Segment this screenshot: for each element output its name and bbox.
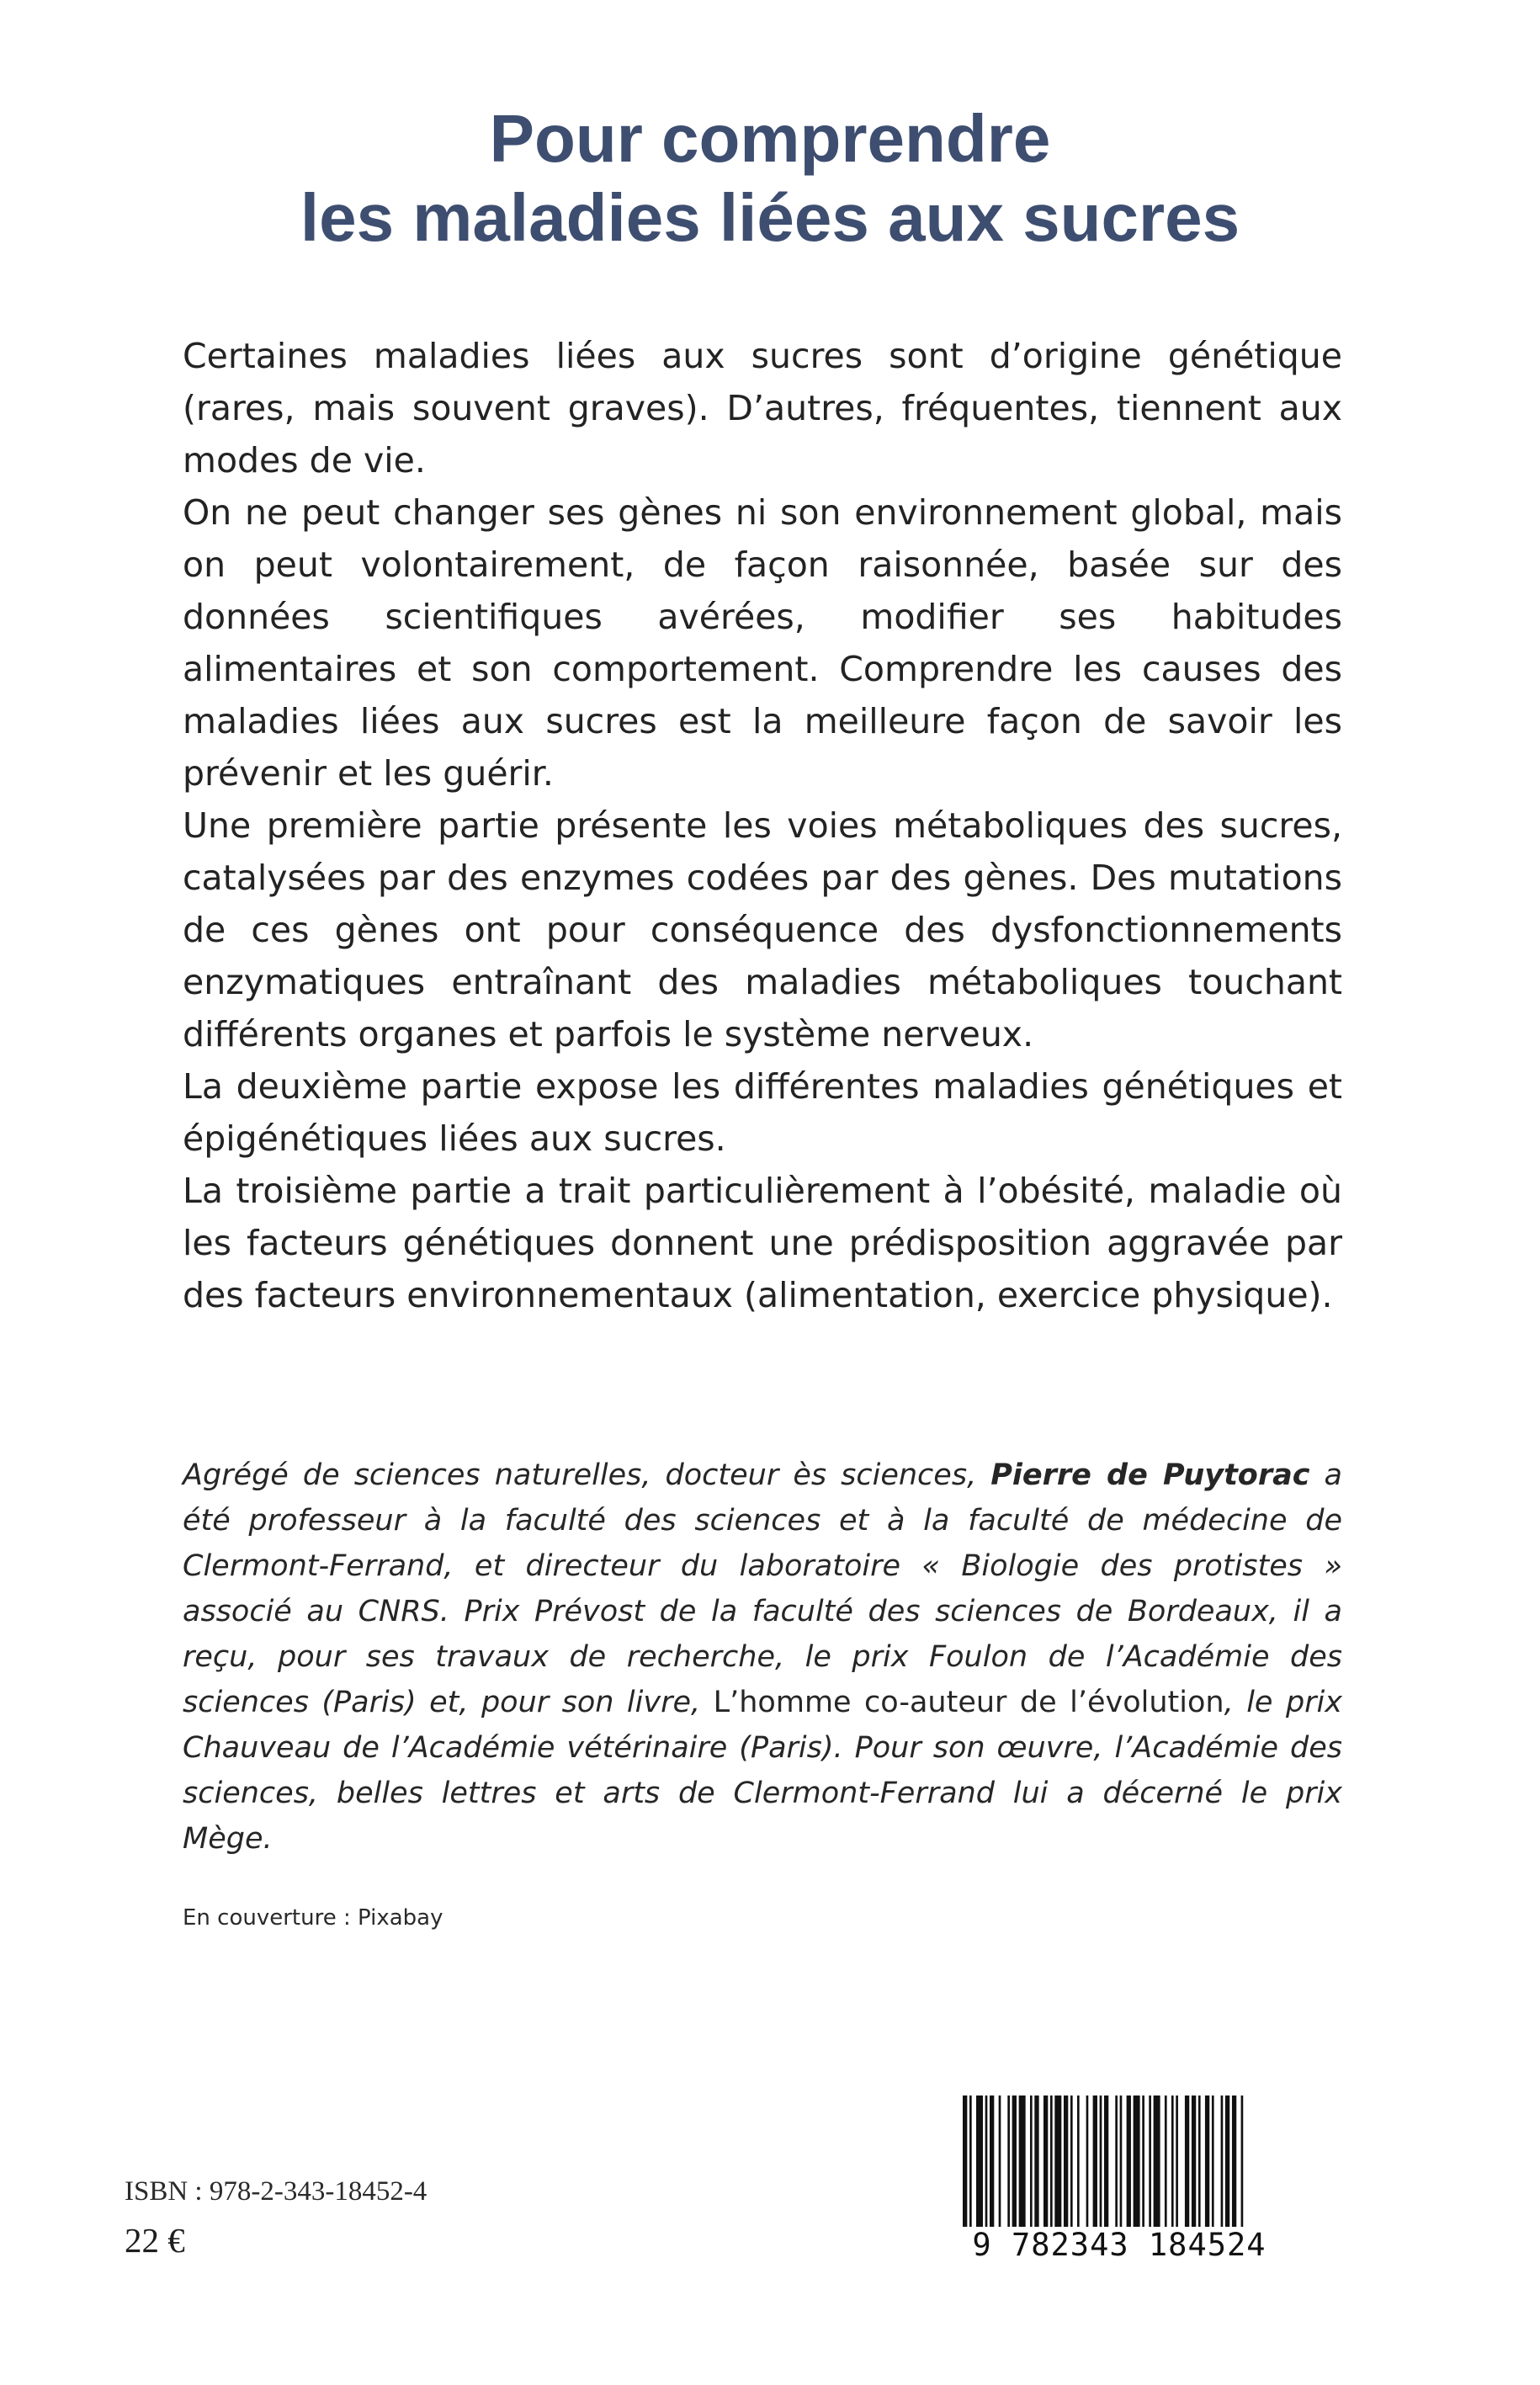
barcode-bar bbox=[1192, 2096, 1196, 2244]
barcode-bar bbox=[1070, 2096, 1073, 2244]
barcode bbox=[959, 2096, 1279, 2272]
price: 22 € bbox=[125, 2221, 185, 2260]
barcode-bar bbox=[1127, 2096, 1131, 2244]
barcode-bar bbox=[985, 2096, 988, 2244]
barcode-bar bbox=[1176, 2096, 1178, 2244]
barcode-bar bbox=[1093, 2096, 1097, 2244]
barcode-bar bbox=[1171, 2096, 1174, 2244]
barcode-bar bbox=[976, 2096, 983, 2244]
barcode-bar bbox=[969, 2096, 972, 2244]
barcode-bar bbox=[990, 2096, 994, 2244]
barcode-bar bbox=[1100, 2096, 1102, 2244]
barcode-bar bbox=[1165, 2096, 1167, 2244]
summary-paragraph: La troisième partie a trait particulièrement à l’obésité, maladie où les facteurs génétiques donnent une prédisposition aggravée par des facteurs environnementaux (alimentation, exercice physique). bbox=[183, 1171, 1342, 1315]
barcode-bar bbox=[1054, 2096, 1061, 2244]
barcode-bar bbox=[1198, 2096, 1201, 2244]
barcode-bar bbox=[1221, 2096, 1224, 2244]
book-title-line-2: les maladies liées aux sucres bbox=[300, 180, 1240, 255]
bio-intro: Agrégé de sciences naturelles, docteur ès sciences, bbox=[183, 1458, 991, 1492]
barcode-bar bbox=[1064, 2096, 1068, 2244]
barcode-bar bbox=[1225, 2096, 1229, 2244]
bio-text-end: , le prix Chauveau de l’Académie vétérinaire (Paris). Pour son œuvre, l’Académie des sciences, belles lettres et arts de Clermont-Ferrand lui a décerné le prix Mège. bbox=[183, 1686, 1342, 1856]
summary-paragraph: Une première partie présente les voies métaboliques des sucres, catalysées par des enzymes codées par des gènes. Des mutations de ces gènes ont pour conséquence des dysfonctionnements enzymatiques entraînant des maladies métaboliques touchant différents organes et parfois le système nerveux. bbox=[183, 805, 1342, 1054]
summary-paragraph: La deuxième partie expose les différentes maladies génétiques et épigénétiques liées aux sucres. bbox=[183, 1066, 1342, 1159]
barcode-bar bbox=[999, 2096, 1001, 2244]
barcode-bar bbox=[1019, 2096, 1026, 2244]
barcode-bar bbox=[1086, 2096, 1089, 2244]
barcode-bar bbox=[1115, 2096, 1118, 2244]
barcode-bar bbox=[1043, 2096, 1048, 2244]
bio-text: a été professeur à la faculté des sciences et à la faculté de médecine de Clermont-Ferrand, et directeur du laboratoire « Biologie des protistes » associé au CNRS. Prix Prévost de la faculté des sciences de Bordeaux, il a reçu, pour ses travaux de recherche, le prix Foulon de l’Académie des sciences (Paris) et, pour son livre, bbox=[183, 1458, 1342, 1719]
author-name: Pierre de Puytorac bbox=[990, 1458, 1310, 1492]
barcode-bar bbox=[1134, 2096, 1140, 2244]
barcode-bar bbox=[1185, 2096, 1189, 2244]
barcode-bar bbox=[1120, 2096, 1123, 2244]
summary-paragraph: On ne peut changer ses gènes ni son environnement global, mais on peut volontairement, de façon raisonnée, basée sur des données scientifiques avérées, modifier ses habitudes alimentaires et son comportement. Comprendre les causes des maladies liées aux sucres est la meilleure façon de savoir les prévenir et les guérir. bbox=[183, 492, 1342, 794]
barcode-bar bbox=[1241, 2096, 1244, 2244]
book-summary bbox=[183, 330, 1342, 1321]
barcode-bar bbox=[1030, 2096, 1033, 2244]
barcode-bar bbox=[1149, 2096, 1151, 2244]
cover-credit: En couverture : Pixabay bbox=[183, 1905, 443, 1931]
barcode-bar bbox=[1212, 2096, 1214, 2244]
bio-book-title: L’homme co-auteur de l’évolution bbox=[713, 1686, 1224, 1719]
barcode-bar bbox=[963, 2096, 967, 2244]
barcode-bar bbox=[1077, 2096, 1080, 2244]
isbn: ISBN : 978-2-343-18452-4 bbox=[125, 2176, 427, 2207]
author-bio bbox=[183, 1453, 1342, 1862]
barcode-bars bbox=[959, 2096, 1279, 2244]
book-title-line-1: Pour comprendre bbox=[489, 101, 1051, 176]
book-title bbox=[0, 99, 1540, 258]
barcode-bar bbox=[1034, 2096, 1038, 2244]
barcode-bar bbox=[1154, 2096, 1160, 2244]
barcode-digits: 9 782343 184524 bbox=[959, 2227, 1279, 2264]
barcode-bar bbox=[1050, 2096, 1053, 2244]
barcode-bar bbox=[1104, 2096, 1108, 2244]
summary-paragraph: Certaines maladies liées aux sucres sont d’origine génétique (rares, mais souvent graves). D’autres, fréquentes, tiennent aux modes de vie. bbox=[183, 336, 1342, 481]
barcode-bar bbox=[1232, 2096, 1236, 2244]
barcode-bar bbox=[1012, 2096, 1017, 2244]
barcode-bar bbox=[1007, 2096, 1010, 2244]
barcode-bar bbox=[1142, 2096, 1144, 2244]
barcode-bar bbox=[1205, 2096, 1209, 2244]
